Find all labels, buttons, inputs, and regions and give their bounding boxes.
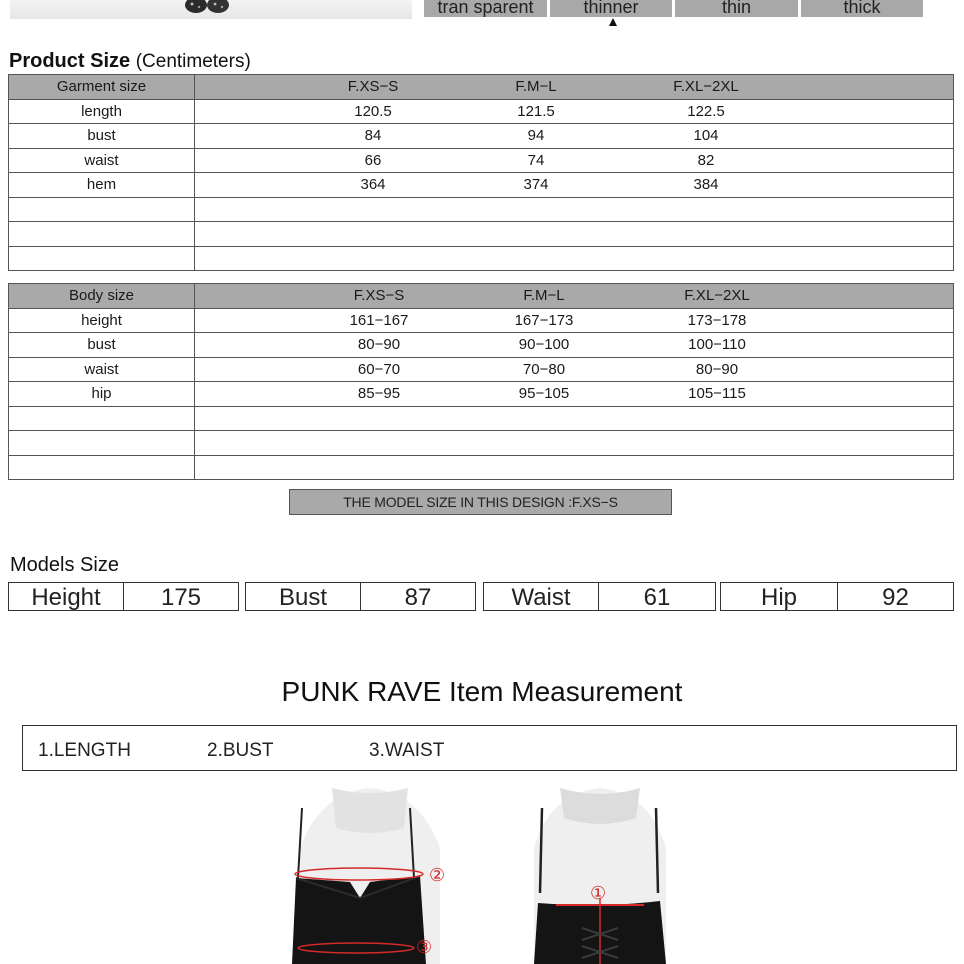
models-size-title: Models Size — [10, 554, 119, 576]
thickness-option-thick: thick — [801, 0, 923, 17]
column-header: F.XL−2XL — [673, 78, 739, 95]
table-cell: 85−95 — [357, 385, 401, 402]
table-cell: 122.5 — [687, 102, 725, 120]
table-cell: 70−80 — [522, 360, 566, 378]
table-cell: 60−70 — [357, 360, 401, 378]
table-cell: 80−90 — [695, 360, 739, 378]
table-cell: 364 — [360, 176, 386, 193]
table-cell: 374 — [523, 176, 549, 193]
marker-bust: ② — [429, 865, 446, 885]
row-label: hip — [9, 382, 195, 407]
table-cell: 82 — [697, 151, 715, 169]
model-waist-value: 61 — [598, 582, 716, 611]
table-cell: 167−173 — [514, 311, 574, 329]
table-cell: 104 — [693, 127, 719, 144]
measurement-item-bust: 2.BUST — [207, 740, 274, 761]
empty-row — [9, 222, 954, 247]
column-header: F.M−L — [515, 78, 557, 95]
column-header: F.M−L — [523, 287, 565, 304]
back-view-garment-image — [520, 788, 680, 964]
model-waist-label: Waist — [483, 582, 599, 611]
table-cell: 105−115 — [688, 385, 746, 402]
empty-row — [9, 197, 954, 222]
row-label: length — [9, 99, 195, 124]
table-cell: 121.5 — [517, 102, 555, 120]
product-size-unit: (Centimeters) — [135, 51, 251, 72]
thickness-option-thin: thin — [675, 0, 798, 17]
column-header: F.XL−2XL — [684, 287, 750, 304]
table-cell: 161−167 — [349, 311, 409, 329]
thickness-option-thinner: thinner — [550, 0, 672, 17]
product-photo-strip — [10, 0, 412, 19]
row-label: hem — [9, 173, 195, 198]
table-row — [9, 308, 954, 333]
table-cell: 94 — [527, 127, 545, 144]
body-size-header: Body size — [9, 284, 195, 309]
product-size-heading: Product Size — [9, 50, 131, 72]
table-cell: 173−178 — [687, 311, 747, 329]
empty-row — [9, 246, 954, 271]
table-header-row — [9, 75, 954, 100]
garment-size-header: Garment size — [9, 75, 195, 100]
table-cell: 84 — [364, 127, 382, 144]
table-cell: 95−105 — [518, 385, 570, 402]
marker-length: ① — [590, 883, 607, 903]
model-hip-label: Hip — [720, 582, 838, 611]
garment-size-table — [8, 74, 954, 271]
table-cell: 66 — [364, 151, 382, 169]
table-row — [9, 99, 954, 124]
model-height-label: Height — [8, 582, 124, 611]
marker-waist: ③ — [416, 937, 433, 957]
table-cell: 80−90 — [357, 336, 401, 353]
model-size-note: THE MODEL SIZE IN THIS DESIGN :F.XS−S — [289, 489, 672, 515]
table-row — [9, 382, 954, 407]
body-size-table — [8, 283, 954, 480]
table-cell: 90−100 — [518, 336, 570, 353]
table-cell: 120.5 — [354, 102, 392, 120]
measurement-title: PUNK RAVE Item Measurement — [281, 676, 683, 707]
row-label: waist — [9, 148, 195, 173]
table-row — [9, 148, 954, 173]
measurement-item-length: 1.LENGTH — [38, 740, 131, 761]
table-cell: 100−110 — [688, 336, 746, 353]
table-row — [9, 173, 954, 198]
measurement-item-waist: 3.WAIST — [369, 740, 445, 761]
product-size-title — [9, 50, 251, 73]
model-height-value: 175 — [123, 582, 239, 611]
shoe-image — [182, 0, 232, 14]
row-label: waist — [9, 357, 195, 382]
measurement-legend-box — [22, 725, 957, 771]
column-header: F.XS−S — [347, 78, 399, 95]
empty-row — [9, 406, 954, 431]
selected-thickness-arrow-icon — [609, 18, 617, 26]
table-row — [9, 357, 954, 382]
table-cell: 384 — [693, 176, 719, 193]
table-row — [9, 124, 954, 149]
model-bust-value: 87 — [360, 582, 476, 611]
row-label: bust — [9, 333, 195, 358]
row-label: bust — [9, 124, 195, 149]
table-header-row — [9, 284, 954, 309]
row-label: height — [9, 308, 195, 333]
empty-row — [9, 431, 954, 456]
thickness-option-transparent: tran sparent — [424, 0, 547, 17]
table-cell: 74 — [527, 151, 545, 169]
model-hip-value: 92 — [837, 582, 954, 611]
table-row — [9, 333, 954, 358]
empty-row — [9, 455, 954, 480]
column-header: F.XS−S — [353, 287, 405, 304]
model-bust-label: Bust — [245, 582, 361, 611]
